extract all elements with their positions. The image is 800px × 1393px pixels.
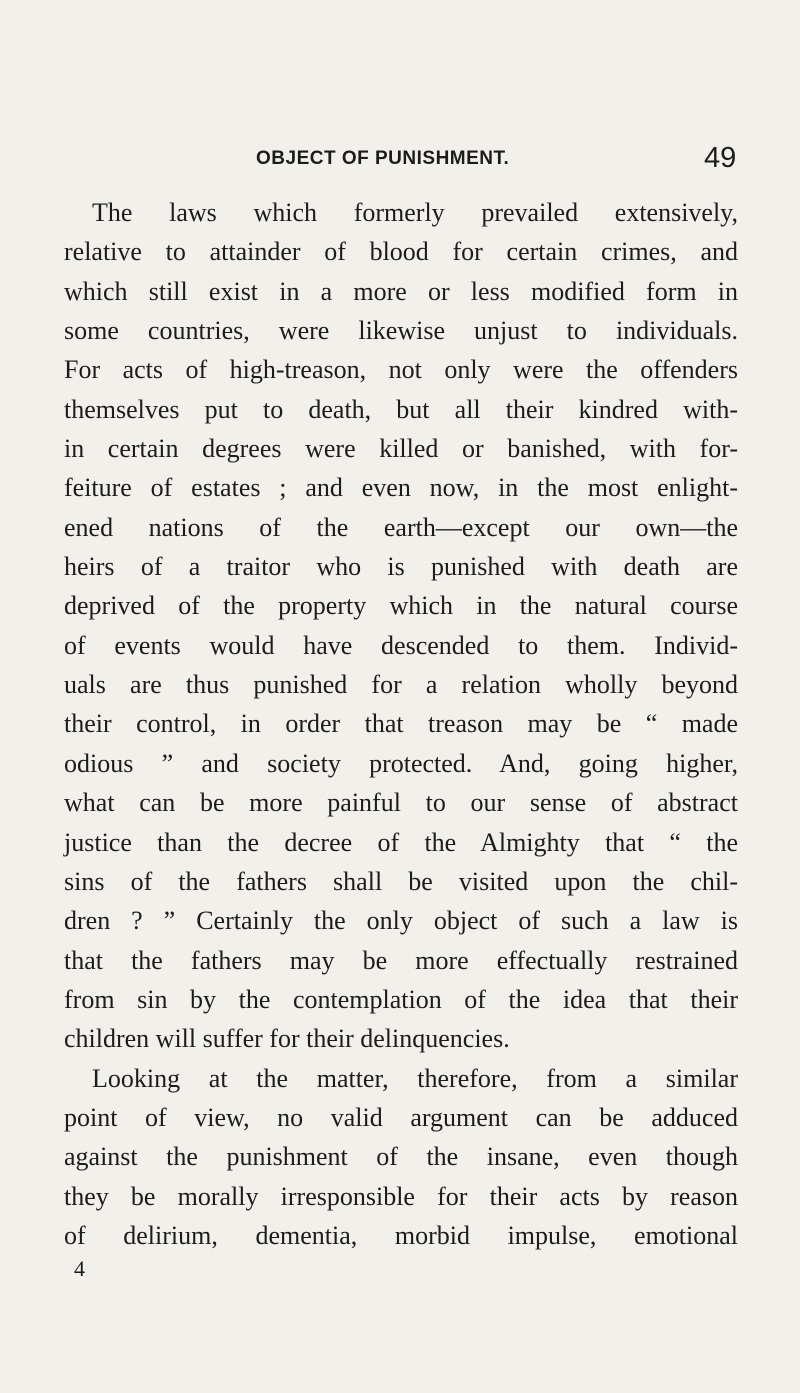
text-line: odious ” and society protected. And, going higher, bbox=[64, 748, 738, 778]
text-line: The laws which formerly prevailed extensively, bbox=[92, 198, 738, 227]
text-line: For acts of high-treason, not only were the offenders bbox=[64, 355, 738, 385]
text-line: they be morally irresponsible for their acts by reason bbox=[64, 1181, 738, 1211]
page-number: 49 bbox=[704, 142, 737, 174]
text-line: from sin by the contemplation of the idea that their bbox=[64, 984, 738, 1014]
text-line: justice than the decree of the Almighty that “ the bbox=[64, 827, 738, 857]
text-line: feiture of estates ; and even now, in the most enlight- bbox=[64, 473, 738, 503]
text-line: sins of the fathers shall be visited upon the chil- bbox=[64, 866, 738, 896]
text-line: which still exist in a more or less modified form in bbox=[64, 276, 738, 306]
text-line: dren ? ” Certainly the only object of such a law is bbox=[64, 906, 738, 936]
text-line: relative to attainder of blood for certain crimes, and bbox=[64, 237, 738, 267]
text-line: what can be more painful to our sense of abstract bbox=[64, 788, 738, 818]
text-line: some countries, were likewise unjust to individuals. bbox=[64, 316, 738, 346]
text-line: that the fathers may be more effectually restrained bbox=[64, 945, 738, 975]
text-line: their control, in order that treason may be “ made bbox=[64, 709, 738, 739]
text-line: in certain degrees were killed or banished, with for- bbox=[64, 434, 738, 464]
text-line: of delirium, dementia, morbid impulse, emotional bbox=[64, 1220, 738, 1250]
text-line: Looking at the matter, therefore, from a similar bbox=[92, 1063, 738, 1093]
text-line: against the punishment of the insane, even though bbox=[64, 1142, 738, 1172]
body-text bbox=[64, 193, 738, 1255]
text-line: of events would have descended to them. Individ- bbox=[64, 630, 738, 660]
text-line: deprived of the property which in the natural course bbox=[64, 591, 738, 621]
running-title: OBJECT OF PUNISHMENT. bbox=[256, 148, 510, 169]
text-line: children will suffer for their delinquencies. bbox=[64, 1024, 510, 1054]
text-line: heirs of a traitor who is punished with death are bbox=[64, 552, 738, 582]
text-line: ened nations of the earth—except our own—the bbox=[64, 512, 738, 542]
text-line: point of view, no valid argument can be adduced bbox=[64, 1102, 738, 1132]
running-head bbox=[0, 142, 800, 182]
signature-mark: 4 bbox=[74, 1256, 85, 1281]
text-line: themselves put to death, but all their kindred with- bbox=[64, 394, 738, 424]
text-line: uals are thus punished for a relation wholly beyond bbox=[64, 670, 738, 700]
